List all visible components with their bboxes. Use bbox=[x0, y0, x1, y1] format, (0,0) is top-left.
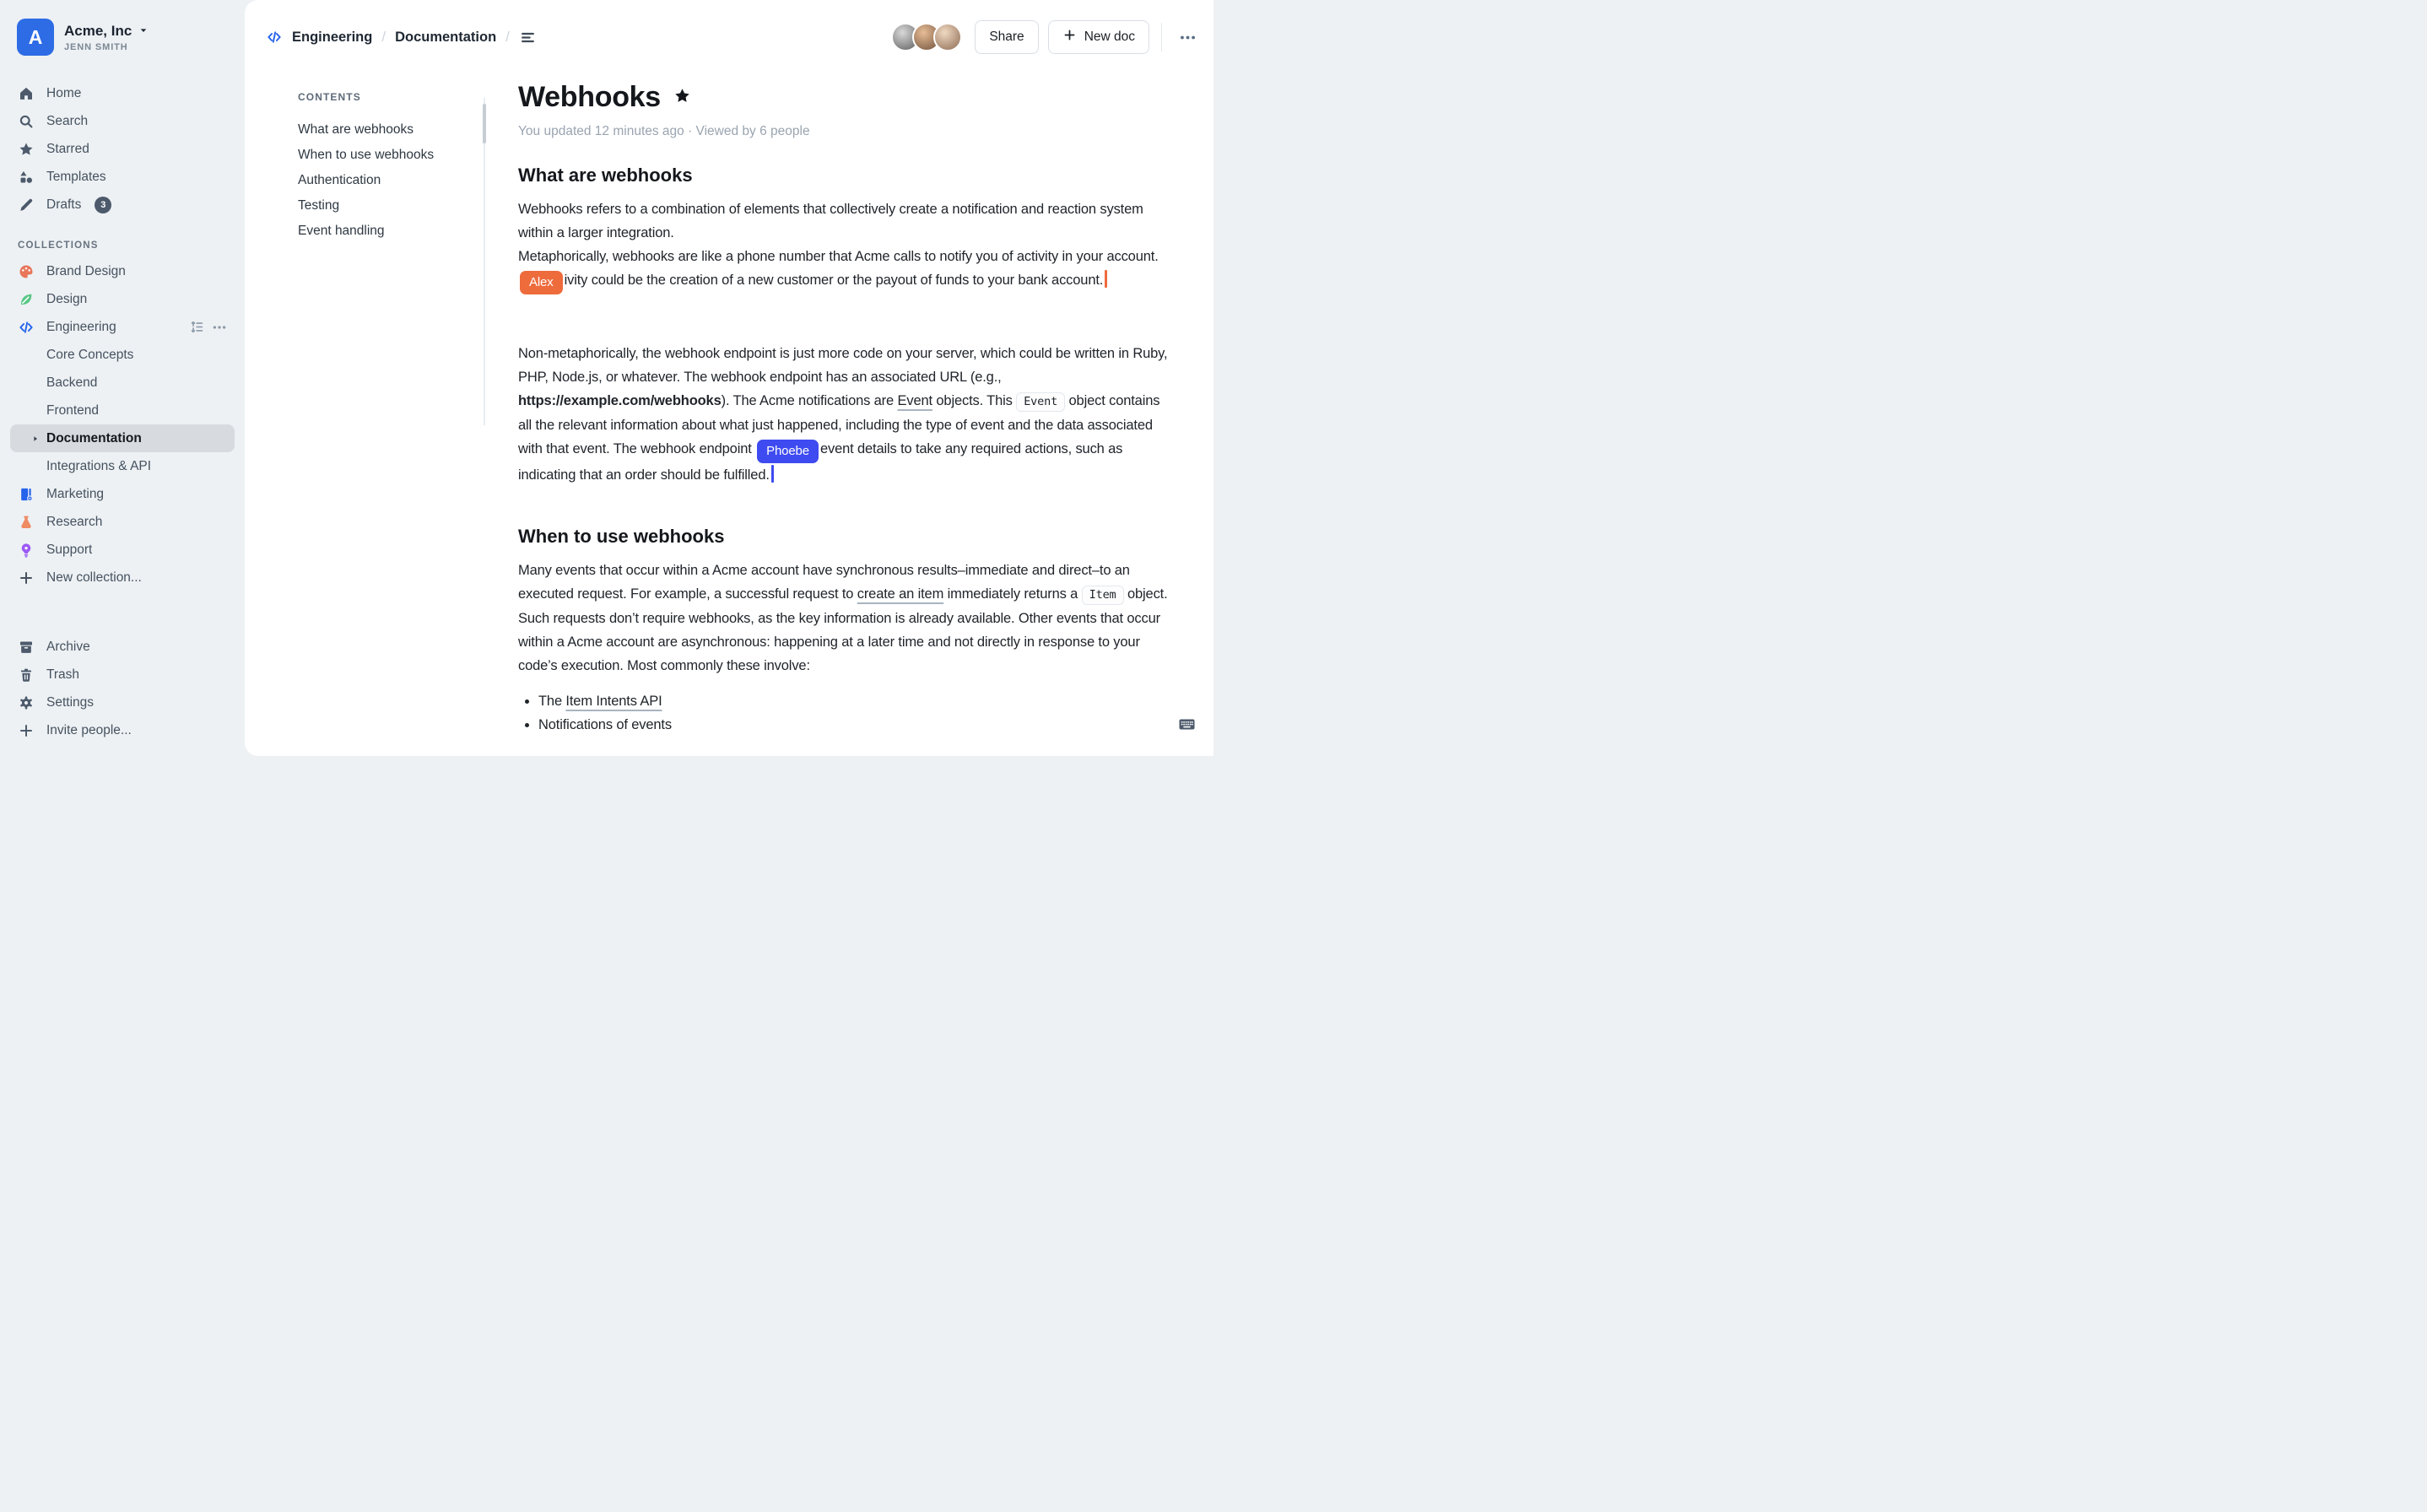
breadcrumb-separator: / bbox=[381, 29, 386, 45]
sidebar-item-invite-people[interactable] bbox=[10, 716, 235, 744]
keyboard-icon[interactable] bbox=[1177, 715, 1197, 734]
sidebar-item-label: Integrations & API bbox=[46, 458, 152, 473]
inline-code: Item bbox=[1082, 586, 1124, 605]
collaborator-avatars[interactable] bbox=[891, 23, 962, 51]
sidebar-item-label: Starred bbox=[46, 141, 89, 156]
star-icon bbox=[18, 141, 35, 158]
doc-text: event details to take any required actions, such as indicating that an order should be fulfilled. bbox=[518, 441, 1123, 483]
doc-paragraph[interactable] bbox=[518, 342, 1170, 487]
new-doc-button-label: New doc bbox=[1084, 30, 1135, 44]
doc-text: Webhooks refers to a combination of elements that collectively create a notification and reaction system within a larger integration. bbox=[518, 202, 1143, 240]
sidebar-item-starred[interactable] bbox=[10, 135, 235, 163]
content-area bbox=[245, 56, 1214, 756]
doc-section-when-to-use-webhooks bbox=[518, 526, 1170, 737]
toc-item-testing[interactable]: Testing bbox=[298, 198, 340, 213]
leaf-icon bbox=[18, 291, 35, 308]
sidebar-item-research[interactable] bbox=[10, 508, 235, 536]
toc-item-authentication[interactable]: Authentication bbox=[298, 173, 381, 187]
caret-right-icon[interactable] bbox=[31, 435, 40, 443]
search-icon bbox=[18, 113, 35, 130]
sidebar-item-label: Archive bbox=[46, 639, 90, 654]
book-lock-icon bbox=[18, 486, 35, 503]
topbar-actions bbox=[891, 20, 1202, 54]
breadcrumb-engineering[interactable]: Engineering bbox=[292, 29, 373, 45]
sidebar-footer bbox=[10, 633, 235, 744]
sidebar bbox=[0, 0, 245, 756]
sidebar-item-drafts[interactable] bbox=[10, 191, 235, 219]
sidebar-item-label: Backend bbox=[46, 375, 98, 390]
sidebar-item-frontend[interactable] bbox=[10, 397, 235, 424]
sidebar-item-new-collection[interactable] bbox=[10, 564, 235, 591]
doc-text: immediately returns a bbox=[943, 586, 1082, 602]
doc-link[interactable]: Event bbox=[897, 393, 932, 408]
sidebar-item-label: Frontend bbox=[46, 402, 100, 418]
home-icon bbox=[18, 85, 35, 102]
presence-caret bbox=[771, 465, 774, 483]
sidebar-item-label: Engineering bbox=[46, 319, 116, 334]
toc-item-event-handling[interactable]: Event handling bbox=[298, 224, 385, 238]
doc-text: Non-metaphorically, the webhook endpoint is just more code on your server, which could be written in Ruby, PHP, Node.js, or whatever. The webhook endpoint has an associated URL (e.g., bbox=[518, 346, 1168, 385]
document-editor[interactable] bbox=[518, 56, 1170, 756]
bulb-icon bbox=[18, 542, 35, 559]
share-button-label: Share bbox=[989, 30, 1024, 44]
section-heading[interactable]: What are webhooks bbox=[518, 165, 693, 186]
doc-text: The bbox=[538, 694, 566, 709]
collections-label: COLLECTIONS bbox=[18, 240, 99, 251]
sidebar-item-core-concepts[interactable] bbox=[10, 341, 235, 369]
doc-text: ivity could be the creation of a new customer or the payout of funds to your bank account. bbox=[564, 273, 1104, 288]
doc-title[interactable]: Webhooks bbox=[518, 81, 661, 113]
breadcrumb bbox=[266, 29, 537, 46]
gear-icon bbox=[18, 694, 35, 711]
plus-icon bbox=[18, 570, 35, 586]
starred-icon[interactable] bbox=[673, 87, 691, 109]
more-icon[interactable] bbox=[212, 320, 227, 335]
plus-icon bbox=[1062, 28, 1077, 46]
doc-text: Many events that occur within a Acme account have synchronous results–immediate and direct–to an executed request. For example, a successful request to bbox=[518, 563, 1130, 602]
sidebar-item-label: Home bbox=[46, 85, 82, 100]
trash-icon bbox=[18, 667, 35, 683]
doc-text: Metaphorically, webhooks are like a phone number that Acme calls to notify you of activity in your account. bbox=[518, 249, 1159, 264]
sidebar-item-label: Trash bbox=[46, 667, 80, 682]
sidebar-item-label: Core Concepts bbox=[46, 347, 134, 362]
workspace-switcher[interactable] bbox=[10, 15, 235, 59]
table-of-contents bbox=[245, 56, 485, 244]
doc-bullet-item[interactable] bbox=[538, 689, 1170, 713]
doc-text: object contains all the relevant information about what just happened, including the type of event and the data associated with that event. The webhook endpoint bbox=[518, 393, 1160, 456]
sidebar-item-label: Templates bbox=[46, 169, 106, 184]
sidebar-item-label: Documentation bbox=[46, 430, 142, 446]
doc-paragraph[interactable] bbox=[518, 559, 1170, 678]
document-outline-icon[interactable] bbox=[519, 29, 537, 46]
presence-tag-alex: Alex bbox=[520, 271, 563, 294]
breadcrumb-separator: / bbox=[505, 29, 510, 45]
breadcrumb-documentation[interactable]: Documentation bbox=[395, 29, 497, 45]
inline-code: Event bbox=[1016, 392, 1065, 412]
sort-icon[interactable] bbox=[189, 319, 205, 335]
chevron-down-icon bbox=[138, 23, 149, 40]
doc-bullet-list bbox=[518, 689, 1170, 737]
templates-icon bbox=[18, 169, 35, 186]
sidebar-item-brand-design[interactable] bbox=[10, 257, 235, 285]
share-button[interactable] bbox=[975, 20, 1038, 54]
sidebar-item-label: Design bbox=[46, 291, 88, 306]
doc-meta: You updated 12 minutes ago · Viewed by 6 people bbox=[518, 124, 810, 138]
sidebar-item-design[interactable] bbox=[10, 285, 235, 313]
toc-scroll-thumb[interactable] bbox=[483, 104, 486, 143]
new-doc-button[interactable] bbox=[1048, 20, 1149, 54]
collection-actions bbox=[189, 319, 227, 335]
doc-section-what-are-webhooks bbox=[518, 165, 1170, 487]
workspace-user: JENN SMITH bbox=[64, 41, 128, 52]
sidebar-item-label: Support bbox=[46, 542, 93, 557]
sidebar-item-engineering[interactable] bbox=[10, 313, 235, 341]
sidebar-item-trash[interactable] bbox=[10, 661, 235, 688]
sidebar-item-settings[interactable] bbox=[10, 688, 235, 716]
toc-divider bbox=[484, 98, 485, 425]
workspace-avatar: A bbox=[17, 19, 54, 56]
sidebar-item-integrations-api[interactable] bbox=[10, 452, 235, 480]
presence-caret bbox=[1105, 270, 1107, 288]
sidebar-item-archive[interactable] bbox=[10, 633, 235, 661]
doc-bold-text: https://example.com/webhooks bbox=[518, 393, 722, 408]
avatar[interactable] bbox=[933, 23, 962, 51]
presence-tag-phoebe: Phoebe bbox=[757, 440, 819, 463]
sidebar-item-label: Invite people... bbox=[46, 722, 132, 737]
sidebar-item-home[interactable] bbox=[10, 79, 235, 107]
code-icon bbox=[18, 319, 35, 336]
sidebar-item-support[interactable] bbox=[10, 536, 235, 564]
doc-link[interactable]: create an item bbox=[857, 586, 944, 602]
main-panel bbox=[245, 0, 1214, 756]
doc-paragraph[interactable] bbox=[518, 197, 1170, 294]
sidebar-item-marketing[interactable] bbox=[10, 480, 235, 508]
sidebar-item-search[interactable] bbox=[10, 107, 235, 135]
doc-text: object. Such requests don’t require webhooks, as the key information is already available. Other events that occur within a Acme account are asynchronous: happening at a later time and not directly in response to your code’s execution. Most commonly these involve: bbox=[518, 586, 1168, 673]
archive-icon bbox=[18, 639, 35, 656]
sidebar-item-label: Marketing bbox=[46, 486, 105, 501]
plus-icon bbox=[18, 722, 35, 739]
sidebar-item-backend[interactable] bbox=[10, 369, 235, 397]
doc-link[interactable]: Item Intents API bbox=[565, 694, 662, 709]
contents-label: CONTENTS bbox=[298, 91, 361, 103]
sidebar-item-label: Brand Design bbox=[46, 263, 126, 278]
pencil-icon bbox=[18, 197, 35, 213]
sidebar-collections bbox=[10, 257, 235, 591]
doc-bullet-item[interactable] bbox=[538, 713, 1170, 737]
sidebar-item-label: Search bbox=[46, 113, 89, 128]
flask-icon bbox=[18, 514, 35, 531]
toc-item-what-are-webhooks[interactable]: What are webhooks bbox=[298, 122, 414, 137]
drafts-count-badge: 3 bbox=[95, 197, 111, 213]
doc-text: ). The Acme notifications are bbox=[721, 393, 898, 408]
toc-item-when-to-use-webhooks[interactable]: When to use webhooks bbox=[298, 148, 435, 162]
palette-icon bbox=[18, 263, 35, 280]
topbar-divider bbox=[1161, 23, 1162, 51]
sidebar-item-label: Drafts bbox=[46, 197, 82, 212]
more-menu-button[interactable] bbox=[1174, 25, 1202, 50]
sidebar-item-label: Research bbox=[46, 514, 103, 529]
sidebar-item-label: Settings bbox=[46, 694, 95, 710]
sidebar-item-label: New collection... bbox=[46, 570, 142, 585]
workspace-name: Acme, Inc bbox=[64, 22, 132, 39]
section-heading[interactable]: When to use webhooks bbox=[518, 526, 725, 547]
sidebar-item-documentation[interactable] bbox=[10, 424, 235, 452]
sidebar-item-templates[interactable] bbox=[10, 163, 235, 191]
code-icon bbox=[266, 29, 283, 46]
topbar bbox=[245, 0, 1214, 56]
doc-text: Notifications of events bbox=[538, 717, 672, 732]
doc-text: objects. This bbox=[932, 393, 1017, 408]
sidebar-nav bbox=[10, 79, 235, 219]
